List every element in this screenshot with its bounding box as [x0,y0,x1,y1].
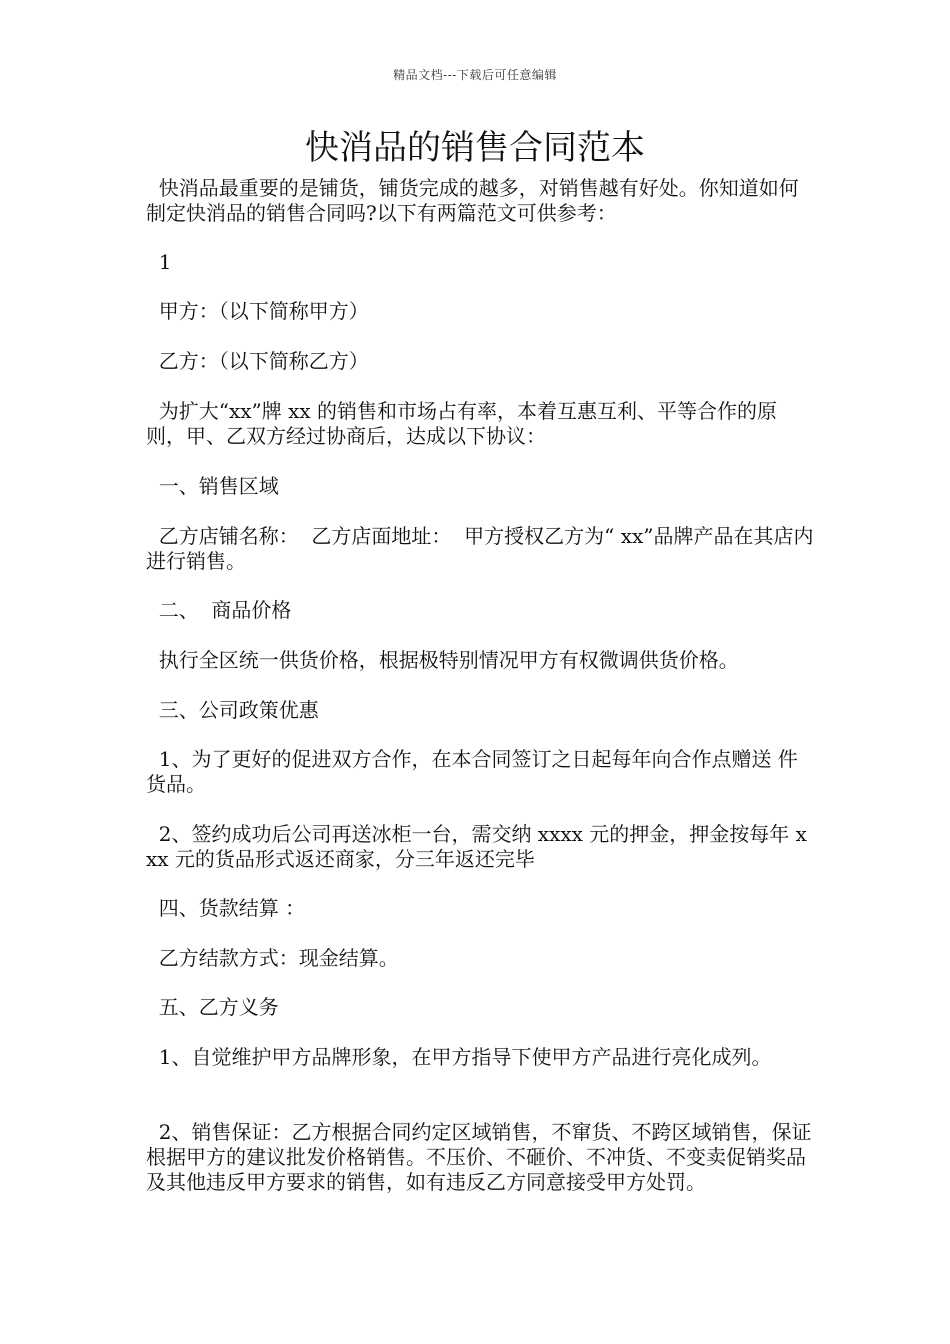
heading-product-price: 二、 商品价格 [146,598,292,622]
heading-party-b-obligations: 五、乙方义务 [146,995,279,1019]
obligation-item-2: 2、销售保证：乙方根据合同约定区域销售，不窜货、不跨区域销售，保证根据甲方的建议批发价格销售。不压价、不砸价、不冲货、不变卖促销奖品及其他违反甲方要求的销售，如有违反乙方同意接受甲方处罚。 [146,1120,812,1194]
heading-sales-region: 一、销售区域 [146,474,279,498]
sales-region-text: 乙方店铺名称： 乙方店面地址： 甲方授权乙方为“ xx”品牌产品在其店内进行销售。 [146,524,814,573]
party-a-line: 甲方：（以下简称甲方） [146,299,369,323]
heading-company-policy: 三、公司政策优惠 [146,698,319,722]
product-price-text: 执行全区统一供货价格，根据极特别情况甲方有权微调供货价格。 [146,648,739,672]
section-number: 1 [146,250,172,274]
party-b-line: 乙方：（以下简称乙方） [146,349,369,373]
heading-payment: 四、货款结算 ： [146,896,306,920]
agreement-preamble: 为扩大“xx”牌 xx 的销售和市场占有率，本着互惠互利、平等合作的原则，甲、乙双方经过协商后，达成以下协议： [146,399,777,448]
policy-item-2: 2、签约成功后公司再送冰柜一台，需交纳 xxxx 元的押金，押金按每年 xxx 元的货品形式返还商家，分三年返还完毕 [146,822,807,871]
document-title: 快消品的销售合同范本 [305,128,645,168]
intro-paragraph: 快消品最重要的是铺货，铺货完成的越多，对销售越有好处。你知道如何制定快消品的销售合同吗?以下有两篇范文可供参考： [146,176,799,225]
obligation-item-1: 1、自觉维护甲方品牌形象，在甲方指导下使甲方产品进行亮化成列。 [146,1045,772,1069]
policy-item-1: 1、为了更好的促进双方合作，在本合同签订之日起每年向合作点赠送 件货品。 [146,747,798,796]
page-header-note: 精品文档---下载后可任意编辑 [393,68,557,82]
payment-method-text: 乙方结款方式：现金结算。 [146,946,399,970]
